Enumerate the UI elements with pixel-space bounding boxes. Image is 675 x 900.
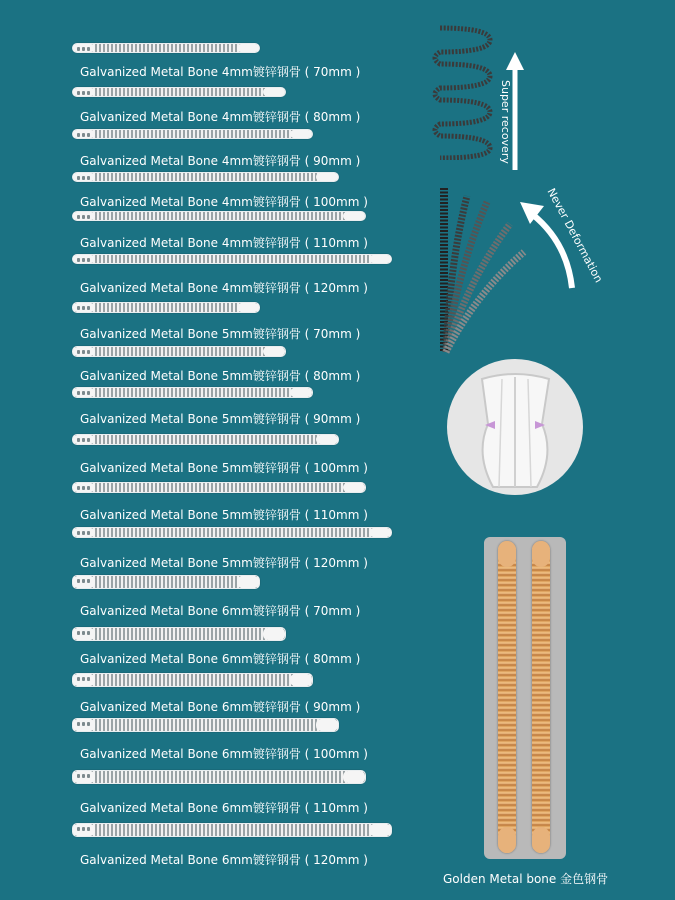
metal-bone-image	[72, 254, 392, 264]
metal-bone-image	[72, 387, 313, 398]
metal-bone-label: Galvanized Metal Bone 5mm镀锌钢骨 ( 120mm )	[80, 556, 368, 570]
metal-bone-label: Galvanized Metal Bone 6mm镀锌钢骨 ( 120mm )	[80, 853, 368, 867]
metal-bone-label: Galvanized Metal Bone 4mm镀锌钢骨 ( 70mm )	[80, 65, 361, 79]
metal-bone-image	[72, 718, 339, 732]
corset-icon	[447, 359, 583, 495]
metal-bone-label: Galvanized Metal Bone 5mm镀锌钢骨 ( 70mm )	[80, 327, 361, 341]
metal-bone-image	[72, 172, 339, 182]
metal-bone-label: Galvanized Metal Bone 4mm镀锌钢骨 ( 100mm )	[80, 195, 368, 209]
metal-bone-label: Galvanized Metal Bone 4mm镀锌钢骨 ( 80mm )	[80, 110, 361, 124]
metal-bone-image	[72, 211, 366, 221]
metal-bone-label: Galvanized Metal Bone 6mm镀锌钢骨 ( 70mm )	[80, 604, 361, 618]
metal-bone-image	[72, 434, 339, 445]
golden-bone-panel	[484, 537, 566, 859]
metal-bone-label: Galvanized Metal Bone 6mm镀锌钢骨 ( 100mm )	[80, 747, 368, 761]
metal-bone-label: Galvanized Metal Bone 4mm镀锌钢骨 ( 110mm )	[80, 236, 368, 250]
metal-bone-image	[72, 770, 366, 784]
golden-bone-right	[532, 541, 550, 853]
metal-bone-label: Galvanized Metal Bone 5mm镀锌钢骨 ( 80mm )	[80, 369, 361, 383]
metal-bone-label: Galvanized Metal Bone 6mm镀锌钢骨 ( 80mm )	[80, 652, 361, 666]
metal-bone-image	[72, 87, 286, 97]
metal-bone-image	[72, 43, 260, 53]
metal-bone-image	[72, 823, 392, 837]
metal-bone-image	[72, 627, 286, 641]
super-recovery-spring-illustration	[430, 20, 500, 160]
metal-bone-image	[72, 346, 286, 357]
metal-bone-image	[72, 527, 392, 538]
super-recovery-label: Super recovery	[499, 80, 512, 164]
corset-photo	[447, 359, 583, 495]
metal-bone-label: Galvanized Metal Bone 6mm镀锌钢骨 ( 110mm )	[80, 801, 368, 815]
metal-bone-image	[72, 302, 260, 313]
golden-bone-label: Golden Metal bone 金色钢骨	[443, 872, 609, 886]
metal-bone-image	[72, 575, 260, 589]
metal-bone-image	[72, 129, 313, 139]
metal-bone-label: Galvanized Metal Bone 5mm镀锌钢骨 ( 110mm )	[80, 508, 368, 522]
never-deformation-label: Never Deformation	[544, 186, 606, 285]
metal-bone-image	[72, 673, 313, 687]
metal-bone-label: Galvanized Metal Bone 4mm镀锌钢骨 ( 120mm )	[80, 281, 368, 295]
metal-bone-label: Galvanized Metal Bone 6mm镀锌钢骨 ( 90mm )	[80, 700, 361, 714]
golden-bone-left	[498, 541, 516, 853]
metal-bone-label: Galvanized Metal Bone 5mm镀锌钢骨 ( 90mm )	[80, 412, 361, 426]
metal-bone-image	[72, 482, 366, 493]
metal-bone-label: Galvanized Metal Bone 5mm镀锌钢骨 ( 100mm )	[80, 461, 368, 475]
metal-bone-label: Galvanized Metal Bone 4mm镀锌钢骨 ( 90mm )	[80, 154, 361, 168]
